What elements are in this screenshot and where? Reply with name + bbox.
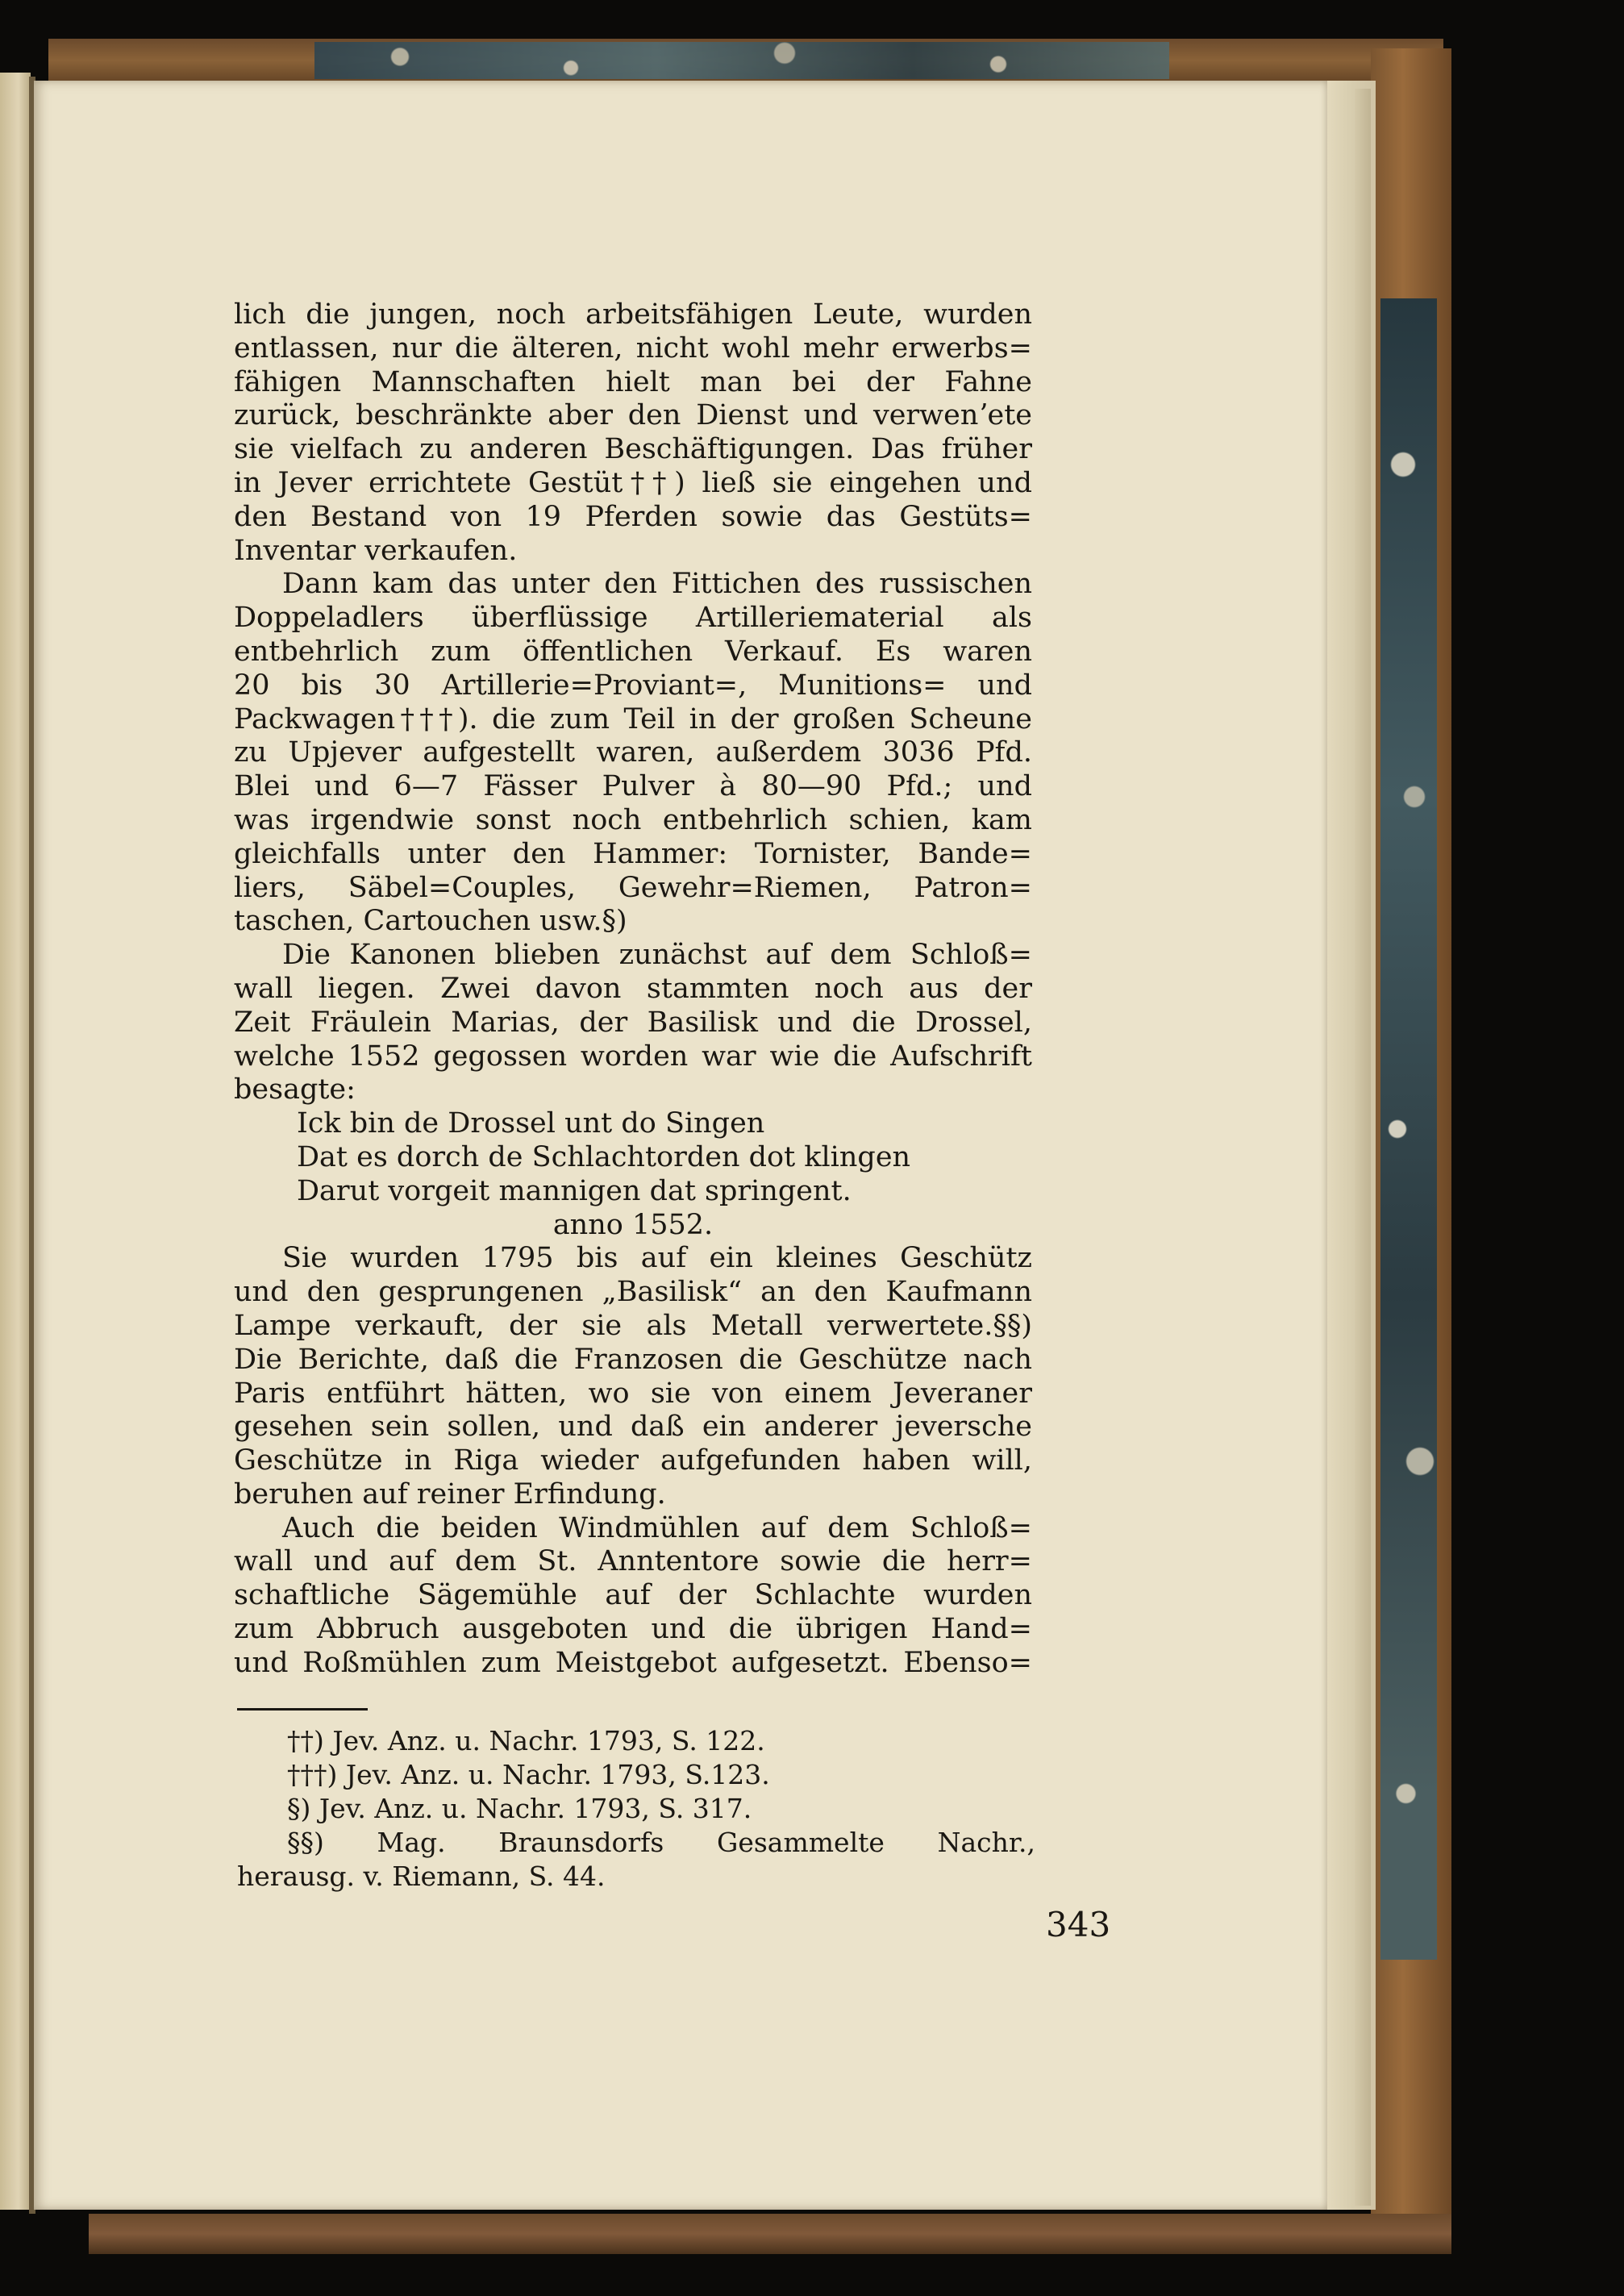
page-stack-shadow: [1355, 89, 1371, 2206]
text-line: welche 1552 gegossen worden war wie die Aufschrift: [234, 1040, 1032, 1073]
marbled-cover-right: [1380, 298, 1437, 1960]
text-line: liers, Säbel=Couples, Gewehr=Riemen, Patron=: [234, 871, 1032, 904]
text-line: und Roßmühlen zum Meistgebot aufgesetzt. Ebenso=: [234, 1646, 1032, 1679]
text-line: zum Abbruch ausgeboten und die übrigen Hand=: [234, 1613, 1032, 1646]
text-line: taschen, Cartouchen usw.§): [234, 905, 627, 938]
text-line: Sie wurden 1795 bis auf ein kleines Geschütz: [282, 1242, 1032, 1275]
cover-bottom-edge: [89, 2214, 1451, 2254]
text-line: Ick bin de Drossel unt do Singen: [297, 1107, 765, 1140]
text-line: Inventar verkaufen.: [234, 534, 518, 567]
footnote-line: §) Jev. Anz. u. Nachr. 1793, S. 317.: [287, 1793, 752, 1824]
main-text-block: [234, 298, 1032, 1681]
text-line: Auch die beiden Windmühlen auf dem Schloß=: [282, 1511, 1032, 1544]
page-number: 343: [1046, 1905, 1111, 1944]
text-line: lich die jungen, noch arbeitsfähigen Leute, wurden: [234, 298, 1032, 331]
text-line: anno 1552.: [552, 1208, 714, 1241]
previous-page-sliver: [0, 73, 31, 2210]
book-page: [34, 81, 1327, 2210]
text-line: wall und auf dem St. Anntentore sowie die herr=: [234, 1545, 1032, 1578]
text-line: Paris entführt hätten, wo sie von einem Jeveraner: [234, 1377, 1032, 1410]
text-line: Geschütze in Riga wieder aufgefunden haben will,: [234, 1444, 1032, 1477]
footnote-line: §§) Mag. Braunsdorfs Gesammelte Nachr.,: [287, 1827, 1035, 1858]
text-line: Doppeladlers überflüssige Artilleriematerial als: [234, 602, 1032, 635]
marbled-cover-top: [314, 42, 1169, 79]
footnotes-block: [237, 1724, 1035, 1894]
footnote-rule: [237, 1708, 368, 1711]
text-line: Die Berichte, daß die Franzosen die Geschütze nach: [234, 1343, 1032, 1376]
footnote-line: herausg. v. Riemann, S. 44.: [237, 1861, 606, 1892]
text-line: Dat es dorch de Schlachtorden dot klingen: [297, 1140, 911, 1173]
text-line: zu Upjever aufgestellt waren, außerdem 3036 Pfd.: [234, 736, 1032, 769]
text-line: den Bestand von 19 Pferden sowie das Gestüts=: [234, 500, 1032, 533]
text-line: gesehen sein sollen, und daß ein anderer jeversche: [234, 1411, 1032, 1444]
text-line: Dann kam das unter den Fittichen des russischen: [282, 568, 1032, 601]
text-line: Darut vorgeit mannigen dat springent.: [297, 1174, 852, 1207]
text-line: in Jever errichtete Gestüt††) ließ sie eingehen und: [234, 466, 1032, 499]
text-line: wall liegen. Zwei davon stammten noch aus der: [234, 972, 1032, 1005]
text-line: und den gesprungenen „Basilisk“ an den Kaufmann: [234, 1276, 1032, 1309]
text-line: besagte:: [234, 1073, 356, 1106]
text-line: sie vielfach zu anderen Beschäftigungen. Das früher: [234, 433, 1032, 466]
text-line: schaftliche Sägemühle auf der Schlachte wurden: [234, 1579, 1032, 1612]
text-line: entlassen, nur die älteren, nicht wohl mehr erwerbs=: [234, 331, 1032, 365]
text-line: Die Kanonen blieben zunächst auf dem Schloß=: [282, 939, 1032, 972]
text-line: Packwagen†††). die zum Teil in der großen Scheune: [234, 702, 1032, 735]
text-line: was irgendwie sonst noch entbehrlich schien, kam: [234, 803, 1032, 836]
text-line: Zeit Fräulein Marias, der Basilisk und die Drossel,: [234, 1006, 1032, 1039]
text-line: fähigen Mannschaften hielt man bei der Fahne: [234, 365, 1032, 398]
text-line: 20 bis 30 Artillerie=Proviant=, Munitions= und: [234, 669, 1032, 702]
text-line: beruhen auf reiner Erfindung.: [234, 1477, 666, 1511]
text-line: Lampe verkauft, der sie als Metall verwertete.§§): [234, 1309, 1032, 1342]
text-line: Blei und 6—7 Fässer Pulver à 80—90 Pfd.; und: [234, 770, 1032, 803]
text-line: entbehrlich zum öffentlichen Verkauf. Es waren: [234, 635, 1032, 668]
footnote-line: †††) Jev. Anz. u. Nachr. 1793, S.123.: [287, 1759, 770, 1790]
text-line: gleichfalls unter den Hammer: Tornister, Bande=: [234, 837, 1032, 870]
footnote-line: ††) Jev. Anz. u. Nachr. 1793, S. 122.: [287, 1725, 765, 1756]
text-line: zurück, beschränkte aber den Dienst und verwenʼete: [234, 399, 1032, 432]
